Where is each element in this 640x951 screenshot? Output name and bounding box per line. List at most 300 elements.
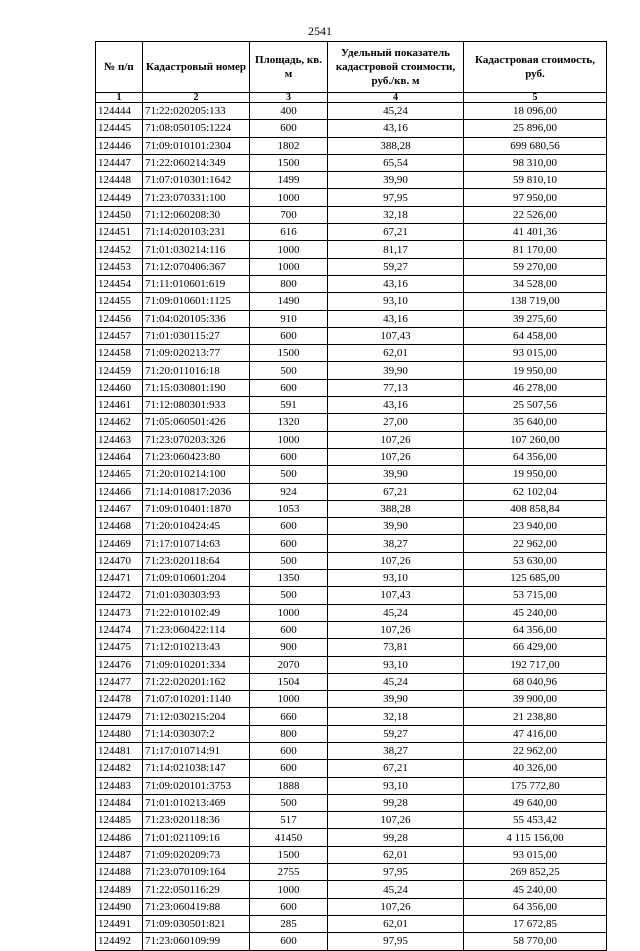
area-cell: 1053 [250,500,328,517]
unit-value-cell: 39,90 [328,466,464,483]
cadastral-number-cell: 71:07:010301:1642 [143,172,250,189]
row-number-cell: 124471 [96,570,143,587]
area-cell: 591 [250,397,328,414]
header-row [96,42,607,93]
area-cell: 1000 [250,431,328,448]
cadastral-value-cell: 699 680,56 [464,137,607,154]
header-row-number: № п/п [96,42,143,93]
table-row [96,224,607,241]
cadastral-number-cell: 71:23:060423:80 [143,448,250,465]
row-number-cell: 124462 [96,414,143,431]
table-row [96,137,607,154]
row-number-cell: 124448 [96,172,143,189]
cadastral-value-cell: 22 526,00 [464,206,607,223]
cadastral-value-cell: 138 719,00 [464,293,607,310]
cadastral-number-cell: 71:22:050116:29 [143,881,250,898]
area-cell: 1000 [250,258,328,275]
table-row [96,206,607,223]
cadastral-number-cell: 71:17:010714:63 [143,535,250,552]
cadastral-number-cell: 71:01:021109:16 [143,829,250,846]
cadastral-number-cell: 71:20:010214:100 [143,466,250,483]
area-cell: 2070 [250,656,328,673]
cadastral-value-cell: 68 040,96 [464,673,607,690]
row-number-cell: 124472 [96,587,143,604]
unit-value-cell: 62,01 [328,345,464,362]
row-number-cell: 124464 [96,448,143,465]
cadastral-number-cell: 71:09:010601:204 [143,570,250,587]
cadastral-number-cell: 71:20:010424:45 [143,518,250,535]
cadastral-value-cell: 40 326,00 [464,760,607,777]
row-number-cell: 124466 [96,483,143,500]
unit-value-cell: 32,18 [328,206,464,223]
unit-value-cell: 39,90 [328,691,464,708]
table-row [96,812,607,829]
cadastral-value-cell: 35 640,00 [464,414,607,431]
table-row [96,933,607,950]
cadastral-value-cell: 64 356,00 [464,621,607,638]
table-row [96,794,607,811]
unit-value-cell: 107,26 [328,431,464,448]
row-number-cell: 124455 [96,293,143,310]
table-row [96,864,607,881]
cadastral-value-cell: 22 962,00 [464,535,607,552]
cadastral-value-cell: 25 896,00 [464,120,607,137]
cadastral-value-cell: 64 458,00 [464,327,607,344]
table-row [96,275,607,292]
cadastral-value-cell: 58 770,00 [464,933,607,950]
column-number-row [96,93,607,103]
row-number-cell: 124459 [96,362,143,379]
column-number: 2 [143,93,250,103]
row-number-cell: 124474 [96,621,143,638]
column-number: 3 [250,93,328,103]
cadastral-number-cell: 71:09:030501:821 [143,915,250,932]
table-row [96,518,607,535]
cadastral-number-cell: 71:17:010714:91 [143,742,250,759]
cadastral-number-cell: 71:23:020118:36 [143,812,250,829]
unit-value-cell: 45,24 [328,881,464,898]
unit-value-cell: 93,10 [328,777,464,794]
cadastral-value-cell: 93 015,00 [464,345,607,362]
cadastral-number-cell: 71:12:070406:367 [143,258,250,275]
row-number-cell: 124488 [96,864,143,881]
row-number-cell: 124467 [96,500,143,517]
unit-value-cell: 67,21 [328,224,464,241]
unit-value-cell: 45,24 [328,673,464,690]
area-cell: 1490 [250,293,328,310]
area-cell: 1499 [250,172,328,189]
area-cell: 500 [250,587,328,604]
cadastral-number-cell: 71:09:020213:77 [143,345,250,362]
area-cell: 600 [250,535,328,552]
area-cell: 2755 [250,864,328,881]
table-row [96,552,607,569]
cadastral-value-cell: 55 453,42 [464,812,607,829]
cadastral-number-cell: 71:22:020205:133 [143,103,250,120]
cadastral-value-cell: 81 170,00 [464,241,607,258]
cadastral-value-cell: 93 015,00 [464,846,607,863]
unit-value-cell: 107,43 [328,587,464,604]
area-cell: 1500 [250,154,328,171]
cadastral-value-cell: 45 240,00 [464,881,607,898]
table-row [96,846,607,863]
area-cell: 1500 [250,846,328,863]
header-area: Площадь, кв. м [250,42,328,93]
cadastral-value-cell: 4 115 156,00 [464,829,607,846]
area-cell: 900 [250,639,328,656]
area-cell: 616 [250,224,328,241]
cadastral-value-cell: 18 096,00 [464,103,607,120]
row-number-cell: 124486 [96,829,143,846]
cadastral-number-cell: 71:04:020105:336 [143,310,250,327]
row-number-cell: 124483 [96,777,143,794]
table-row [96,604,607,621]
cadastral-number-cell: 71:20:011016:18 [143,362,250,379]
cadastral-value-cell: 59 270,00 [464,258,607,275]
cadastral-value-cell: 25 507,56 [464,397,607,414]
area-cell: 500 [250,466,328,483]
area-cell: 1000 [250,189,328,206]
row-number-cell: 124475 [96,639,143,656]
unit-value-cell: 97,95 [328,933,464,950]
area-cell: 600 [250,379,328,396]
unit-value-cell: 107,43 [328,327,464,344]
unit-value-cell: 38,27 [328,742,464,759]
table-row [96,898,607,915]
cadastral-number-cell: 71:05:060501:426 [143,414,250,431]
table-row [96,414,607,431]
unit-value-cell: 43,16 [328,397,464,414]
cadastral-value-cell: 39 900,00 [464,691,607,708]
unit-value-cell: 39,90 [328,518,464,535]
cadastral-number-cell: 71:09:020101:3753 [143,777,250,794]
cadastral-number-cell: 71:01:010213:469 [143,794,250,811]
cadastral-value-cell: 41 401,36 [464,224,607,241]
table-row [96,310,607,327]
page-number: 2541 [308,24,332,38]
cadastral-number-cell: 71:23:070203:326 [143,431,250,448]
row-number-cell: 124446 [96,137,143,154]
area-cell: 600 [250,760,328,777]
cadastral-value-cell: 64 356,00 [464,448,607,465]
area-cell: 500 [250,362,328,379]
area-cell: 500 [250,552,328,569]
unit-value-cell: 107,26 [328,448,464,465]
row-number-cell: 124445 [96,120,143,137]
cadastral-value-cell: 175 772,80 [464,777,607,794]
table-row [96,241,607,258]
table-row [96,397,607,414]
area-cell: 1000 [250,241,328,258]
cadastral-value-cell: 408 858,84 [464,500,607,517]
table-row [96,379,607,396]
unit-value-cell: 388,28 [328,137,464,154]
table-row [96,742,607,759]
row-number-cell: 124469 [96,535,143,552]
area-cell: 1000 [250,881,328,898]
row-number-cell: 124482 [96,760,143,777]
cadastral-value-cell: 125 685,00 [464,570,607,587]
cadastral-number-cell: 71:12:030215:204 [143,708,250,725]
row-number-cell: 124447 [96,154,143,171]
unit-value-cell: 39,90 [328,362,464,379]
table-row [96,258,607,275]
unit-value-cell: 107,26 [328,552,464,569]
cadastral-number-cell: 71:23:060422:114 [143,621,250,638]
unit-value-cell: 107,26 [328,812,464,829]
unit-value-cell: 97,95 [328,189,464,206]
area-cell: 924 [250,483,328,500]
cadastral-value-cell: 17 672,85 [464,915,607,932]
unit-value-cell: 43,16 [328,275,464,292]
row-number-cell: 124477 [96,673,143,690]
unit-value-cell: 93,10 [328,293,464,310]
cadastral-value-cell: 19 950,00 [464,466,607,483]
cadastral-number-cell: 71:12:060208:30 [143,206,250,223]
cadastral-number-cell: 71:22:060214:349 [143,154,250,171]
area-cell: 600 [250,742,328,759]
row-number-cell: 124465 [96,466,143,483]
area-cell: 285 [250,915,328,932]
cadastral-number-cell: 71:23:070109:164 [143,864,250,881]
area-cell: 910 [250,310,328,327]
cadastral-number-cell: 71:22:020201:162 [143,673,250,690]
cadastral-value-cell: 192 717,00 [464,656,607,673]
row-number-cell: 124468 [96,518,143,535]
area-cell: 1000 [250,691,328,708]
row-number-cell: 124454 [96,275,143,292]
table-row [96,172,607,189]
cadastral-value-cell: 66 429,00 [464,639,607,656]
cadastral-number-cell: 71:14:010817:2036 [143,483,250,500]
column-number: 5 [464,93,607,103]
cadastral-number-cell: 71:09:010201:334 [143,656,250,673]
cadastral-number-cell: 71:09:010101:2304 [143,137,250,154]
table-row [96,327,607,344]
cadastral-number-cell: 71:12:010213:43 [143,639,250,656]
table-row [96,345,607,362]
cadastral-value-cell: 62 102,04 [464,483,607,500]
cadastral-value-cell: 39 275,60 [464,310,607,327]
area-cell: 800 [250,725,328,742]
row-number-cell: 124476 [96,656,143,673]
table-row [96,103,607,120]
table-row [96,466,607,483]
area-cell: 1802 [250,137,328,154]
unit-value-cell: 45,24 [328,103,464,120]
row-number-cell: 124485 [96,812,143,829]
cadastral-number-cell: 71:01:030303:93 [143,587,250,604]
cadastral-value-cell: 64 356,00 [464,898,607,915]
cadastral-value-cell: 269 852,25 [464,864,607,881]
area-cell: 660 [250,708,328,725]
table-row [96,829,607,846]
row-number-cell: 124456 [96,310,143,327]
table-row [96,656,607,673]
table-row [96,120,607,137]
cadastral-number-cell: 71:01:030115:27 [143,327,250,344]
table-row [96,777,607,794]
row-number-cell: 124457 [96,327,143,344]
table-row [96,500,607,517]
unit-value-cell: 43,16 [328,310,464,327]
cadastral-number-cell: 71:11:010601:619 [143,275,250,292]
table-row [96,691,607,708]
unit-value-cell: 38,27 [328,535,464,552]
row-number-cell: 124473 [96,604,143,621]
row-number-cell: 124478 [96,691,143,708]
area-cell: 600 [250,898,328,915]
unit-value-cell: 81,17 [328,241,464,258]
unit-value-cell: 45,24 [328,604,464,621]
cadastral-value-cell: 46 278,00 [464,379,607,396]
row-number-cell: 124492 [96,933,143,950]
row-number-cell: 124480 [96,725,143,742]
cadastral-value-cell: 59 810,10 [464,172,607,189]
cadastral-number-cell: 71:12:080301:933 [143,397,250,414]
area-cell: 600 [250,327,328,344]
table-row [96,431,607,448]
unit-value-cell: 59,27 [328,725,464,742]
cadastral-number-cell: 71:01:030214:116 [143,241,250,258]
cadastral-value-cell: 19 950,00 [464,362,607,379]
table-row [96,483,607,500]
table-row [96,708,607,725]
table-row [96,448,607,465]
row-number-cell: 124470 [96,552,143,569]
cadastral-value-cell: 98 310,00 [464,154,607,171]
area-cell: 600 [250,933,328,950]
cadastral-number-cell: 71:14:030307:2 [143,725,250,742]
row-number-cell: 124490 [96,898,143,915]
table-row [96,621,607,638]
cadastral-value-cell: 97 950,00 [464,189,607,206]
cadastral-number-cell: 71:15:030801:190 [143,379,250,396]
unit-value-cell: 99,28 [328,794,464,811]
cadastral-number-cell: 71:14:021038:147 [143,760,250,777]
area-cell: 600 [250,120,328,137]
cadastral-value-cell: 47 416,00 [464,725,607,742]
table-row [96,189,607,206]
area-cell: 800 [250,275,328,292]
row-number-cell: 124491 [96,915,143,932]
cadastral-number-cell: 71:09:020209:73 [143,846,250,863]
cadastral-number-cell: 71:23:060109:99 [143,933,250,950]
table-row [96,881,607,898]
table-row [96,760,607,777]
cadastral-number-cell: 71:23:060419:88 [143,898,250,915]
unit-value-cell: 93,10 [328,656,464,673]
unit-value-cell: 107,26 [328,898,464,915]
cadastral-value-cell: 22 962,00 [464,742,607,759]
unit-value-cell: 67,21 [328,760,464,777]
cadastral-value-cell: 45 240,00 [464,604,607,621]
area-cell: 1350 [250,570,328,587]
unit-value-cell: 65,54 [328,154,464,171]
header-unit-value: Удельный показатель кадастровой стоимости, руб./кв. м [328,42,464,93]
row-number-cell: 124460 [96,379,143,396]
cadastral-value-cell: 53 715,00 [464,587,607,604]
cadastral-number-cell: 71:23:020118:64 [143,552,250,569]
row-number-cell: 124444 [96,103,143,120]
area-cell: 1504 [250,673,328,690]
table-row [96,915,607,932]
column-number: 1 [96,93,143,103]
unit-value-cell: 62,01 [328,915,464,932]
area-cell: 1888 [250,777,328,794]
area-cell: 600 [250,621,328,638]
unit-value-cell: 27,00 [328,414,464,431]
header-cadastral-value: Кадастровая стоимость, руб. [464,42,607,93]
unit-value-cell: 32,18 [328,708,464,725]
unit-value-cell: 73,81 [328,639,464,656]
unit-value-cell: 39,90 [328,172,464,189]
table-row [96,673,607,690]
cadastral-value-table [95,41,607,951]
row-number-cell: 124458 [96,345,143,362]
area-cell: 700 [250,206,328,223]
table-row [96,293,607,310]
cadastral-number-cell: 71:14:020103:231 [143,224,250,241]
row-number-cell: 124479 [96,708,143,725]
cadastral-number-cell: 71:08:050105:1224 [143,120,250,137]
area-cell: 41450 [250,829,328,846]
cadastral-value-cell: 107 260,00 [464,431,607,448]
table-row [96,362,607,379]
cadastral-value-cell: 53 630,00 [464,552,607,569]
row-number-cell: 124451 [96,224,143,241]
table-row [96,570,607,587]
row-number-cell: 124461 [96,397,143,414]
area-cell: 1000 [250,604,328,621]
unit-value-cell: 107,26 [328,621,464,638]
table-row [96,725,607,742]
area-cell: 600 [250,518,328,535]
column-number: 4 [328,93,464,103]
row-number-cell: 124489 [96,881,143,898]
cadastral-number-cell: 71:22:010102:49 [143,604,250,621]
unit-value-cell: 59,27 [328,258,464,275]
table-body [96,103,607,951]
row-number-cell: 124452 [96,241,143,258]
row-number-cell: 124463 [96,431,143,448]
unit-value-cell: 388,28 [328,500,464,517]
unit-value-cell: 62,01 [328,846,464,863]
area-cell: 400 [250,103,328,120]
row-number-cell: 124449 [96,189,143,206]
area-cell: 1500 [250,345,328,362]
unit-value-cell: 99,28 [328,829,464,846]
header-cadastral-number: Кадастровый номер [143,42,250,93]
table-row [96,535,607,552]
cadastral-value-cell: 34 528,00 [464,275,607,292]
row-number-cell: 124487 [96,846,143,863]
unit-value-cell: 67,21 [328,483,464,500]
cadastral-number-cell: 71:23:070331:100 [143,189,250,206]
cadastral-value-cell: 23 940,00 [464,518,607,535]
unit-value-cell: 93,10 [328,570,464,587]
table-row [96,587,607,604]
unit-value-cell: 97,95 [328,864,464,881]
cadastral-number-cell: 71:09:010601:1125 [143,293,250,310]
area-cell: 600 [250,448,328,465]
unit-value-cell: 77,13 [328,379,464,396]
row-number-cell: 124481 [96,742,143,759]
area-cell: 1320 [250,414,328,431]
table-row [96,639,607,656]
row-number-cell: 124453 [96,258,143,275]
table-row [96,154,607,171]
